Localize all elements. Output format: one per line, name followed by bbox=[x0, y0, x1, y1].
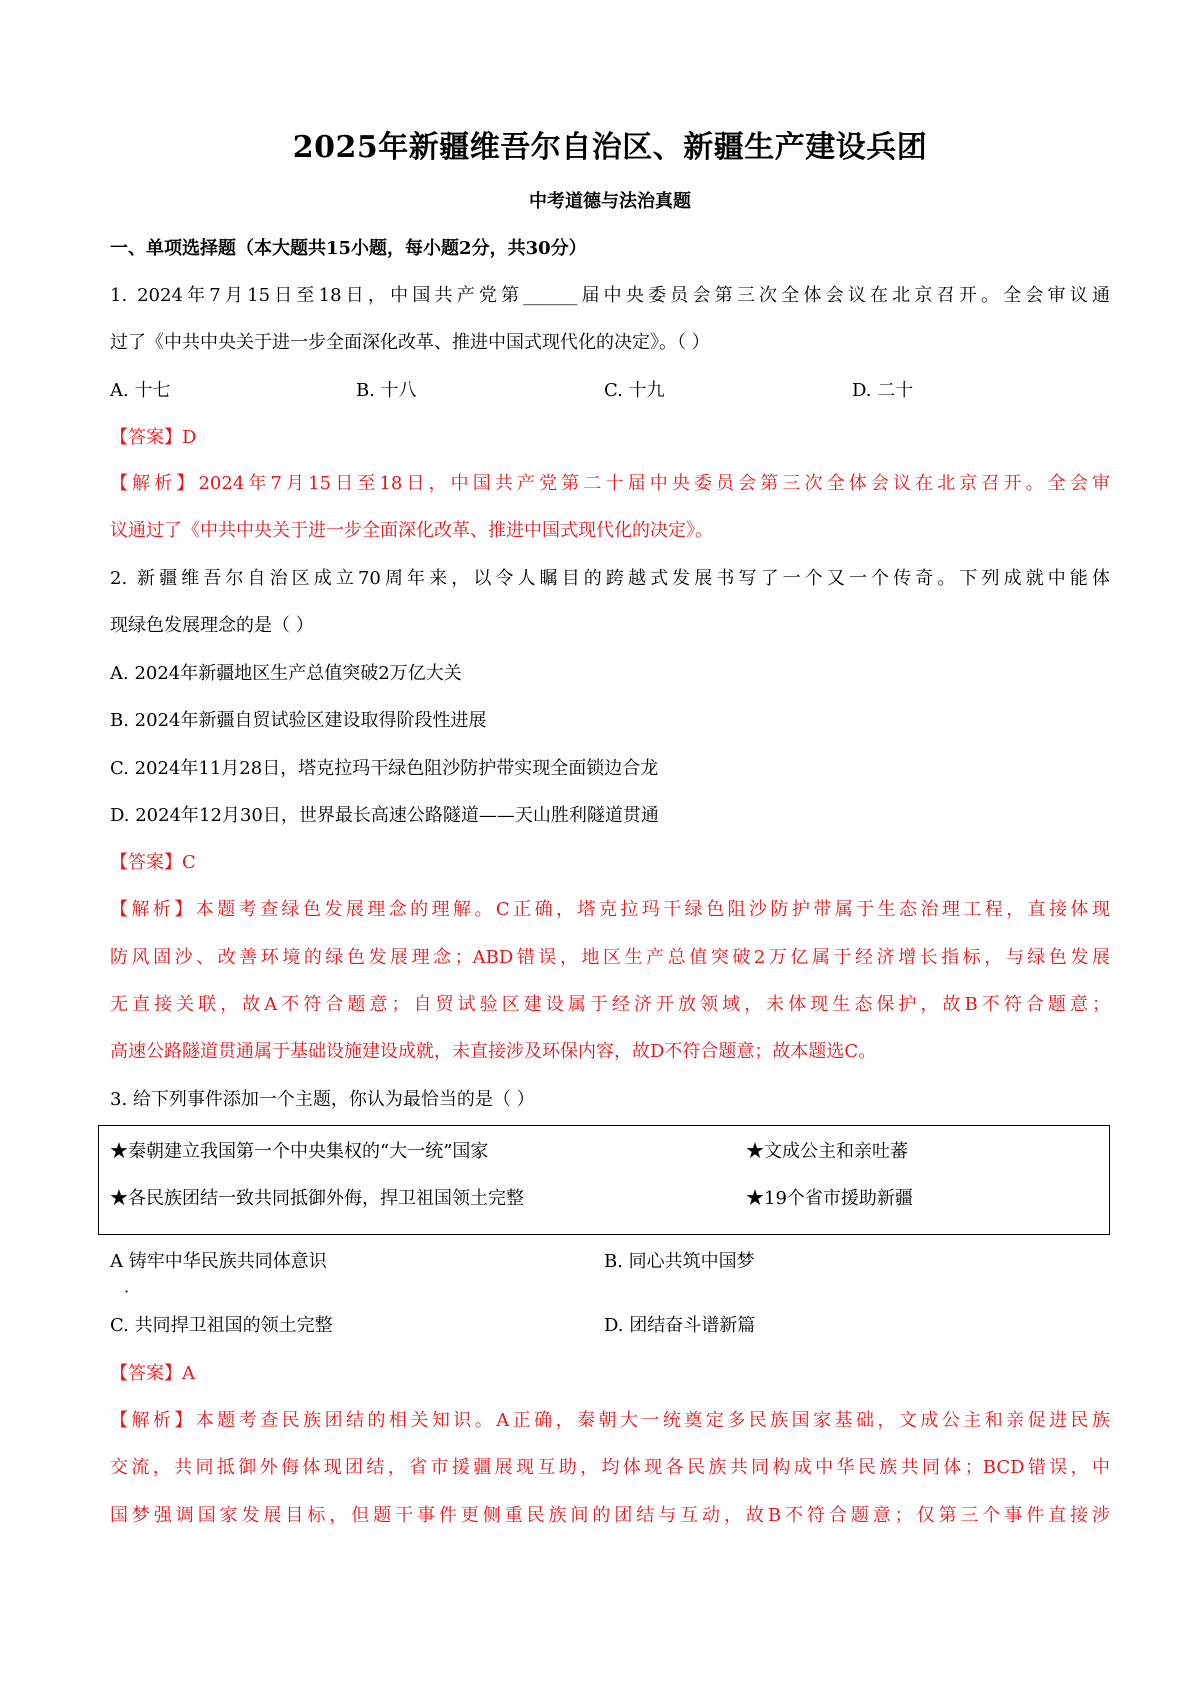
answer-tag: 【答案】 bbox=[110, 1363, 182, 1384]
answer-value: A bbox=[182, 1363, 195, 1384]
analysis-tag: 【解析】 bbox=[110, 899, 196, 920]
analysis-tag: 【解析】 bbox=[110, 473, 199, 494]
answer-tag: 【答案】 bbox=[110, 852, 182, 873]
q1-option-b: B. 十八 bbox=[356, 380, 417, 401]
q2-analysis-line1 bbox=[110, 897, 1110, 923]
q1-analysis-line2: 议通过了《中共中央关于进一步全面深化改革、推进中国式现代化的决定》。 bbox=[110, 520, 713, 541]
q2-analysis-line4: 高速公路隧道贯通属于基础设施建设成就，未直接涉及环保内容，故D不符合题意；故本题选C。 bbox=[110, 1041, 877, 1062]
answer-value: D bbox=[182, 427, 197, 448]
q1-stem-line2: 过了《中共中央关于进一步全面深化改革、推进中国式现代化的决定》。（ ） bbox=[110, 332, 710, 353]
q3-event-1: ★秦朝建立我国第一个中央集权的“大一统”国家 bbox=[110, 1141, 489, 1162]
q1-stem-line1: 1. 2024年7月15日至18日，中国共产党第______届中央委员会第三次全体会议在北京召开。全会审议通 bbox=[110, 285, 1110, 306]
q3-event-3: ★各民族团结一致共同抵御外侮，捍卫祖国领土完整 bbox=[110, 1188, 524, 1209]
analysis-tag: 【解析】 bbox=[110, 1410, 196, 1431]
analysis-text: 2024年7月15日至18日，中国共产党第二十届中央委员会第三次全体会议在北京召开。全会审 bbox=[198, 473, 1110, 494]
page-subtitle: 中考道德与法治真题 bbox=[529, 191, 691, 212]
q3-analysis-line3: 国梦强调国家发展目标，但题干事件更侧重民族间的团结与互动，故B不符合题意；仅第三个事件直接涉 bbox=[110, 1505, 1110, 1526]
q2-stem-line2: 现绿色发展理念的是（ ） bbox=[110, 615, 314, 636]
q3-event-4: ★19个省市援助新疆 bbox=[746, 1188, 913, 1209]
analysis-text: 本题考查民族团结的相关知识。A正确，秦朝大一统奠定多民族国家基础，文成公主和亲促进民族 bbox=[195, 1410, 1110, 1431]
q3-option-a-dot: · bbox=[124, 1282, 130, 1301]
analysis-text: 本题考查绿色发展理念的理解。C正确，塔克拉玛干绿色阻沙防护带属于生态治理工程，直接体现 bbox=[195, 899, 1110, 920]
q1-option-a: A. 十七 bbox=[110, 380, 171, 401]
q3-analysis-line2: 交流，共同抵御外侮体现团结，省市援疆展现互助，均体现各民族共同构成中华民族共同体；BCD错误，中 bbox=[110, 1457, 1110, 1478]
q1-option-c: C. 十九 bbox=[604, 380, 665, 401]
q2-analysis-line2: 防风固沙、改善环境的绿色发展理念；ABD错误，地区生产总值突破2万亿属于经济增长指标，与绿色发展 bbox=[110, 947, 1110, 968]
q2-option-b: B. 2024年新疆自贸试验区建设取得阶段性进展 bbox=[110, 710, 487, 731]
q2-option-d: D. 2024年12月30日，世界最长高速公路隧道——天山胜利隧道贯通 bbox=[110, 805, 659, 826]
q3-option-d: D. 团结奋斗谱新篇 bbox=[604, 1315, 756, 1336]
section-heading: 一、单项选择题（本大题共15小题，每小题2分，共30分） bbox=[110, 238, 587, 259]
q3-analysis-line1 bbox=[110, 1408, 1110, 1434]
q3-event-2: ★文成公主和亲吐蕃 bbox=[746, 1141, 908, 1162]
answer-tag: 【答案】 bbox=[110, 427, 182, 448]
page-title: 2025年新疆维吾尔自治区、新疆生产建设兵团 bbox=[292, 130, 928, 165]
q2-option-c: C. 2024年11月28日，塔克拉玛干绿色阻沙防护带实现全面锁边合龙 bbox=[110, 758, 659, 779]
q1-analysis-line1 bbox=[110, 471, 1110, 497]
q3-option-a: A 铸牢中华民族共同体意识 bbox=[110, 1251, 327, 1272]
q2-answer bbox=[110, 850, 196, 876]
answer-value: C bbox=[182, 852, 196, 873]
q1-answer bbox=[110, 425, 196, 451]
q3-option-b: B. 同心共筑中国梦 bbox=[604, 1251, 755, 1272]
q3-option-c: C. 共同捍卫祖国的领土完整 bbox=[110, 1315, 333, 1336]
q2-option-a: A. 2024年新疆地区生产总值突破2万亿大关 bbox=[110, 663, 462, 684]
q2-analysis-line3: 无直接关联，故A不符合题意；自贸试验区建设属于经济开放领域，未体现生态保护，故B不符合题意； bbox=[110, 994, 1110, 1015]
q1-option-d: D. 二十 bbox=[852, 380, 914, 401]
q2-stem-line1: 2. 新疆维吾尔自治区成立70周年来，以令人瞩目的跨越式发展书写了一个又一个传奇。下列成就中能体 bbox=[110, 568, 1110, 589]
q3-stem: 3. 给下列事件添加一个主题，你认为最恰当的是（ ） bbox=[110, 1089, 535, 1110]
q3-answer bbox=[110, 1361, 195, 1387]
